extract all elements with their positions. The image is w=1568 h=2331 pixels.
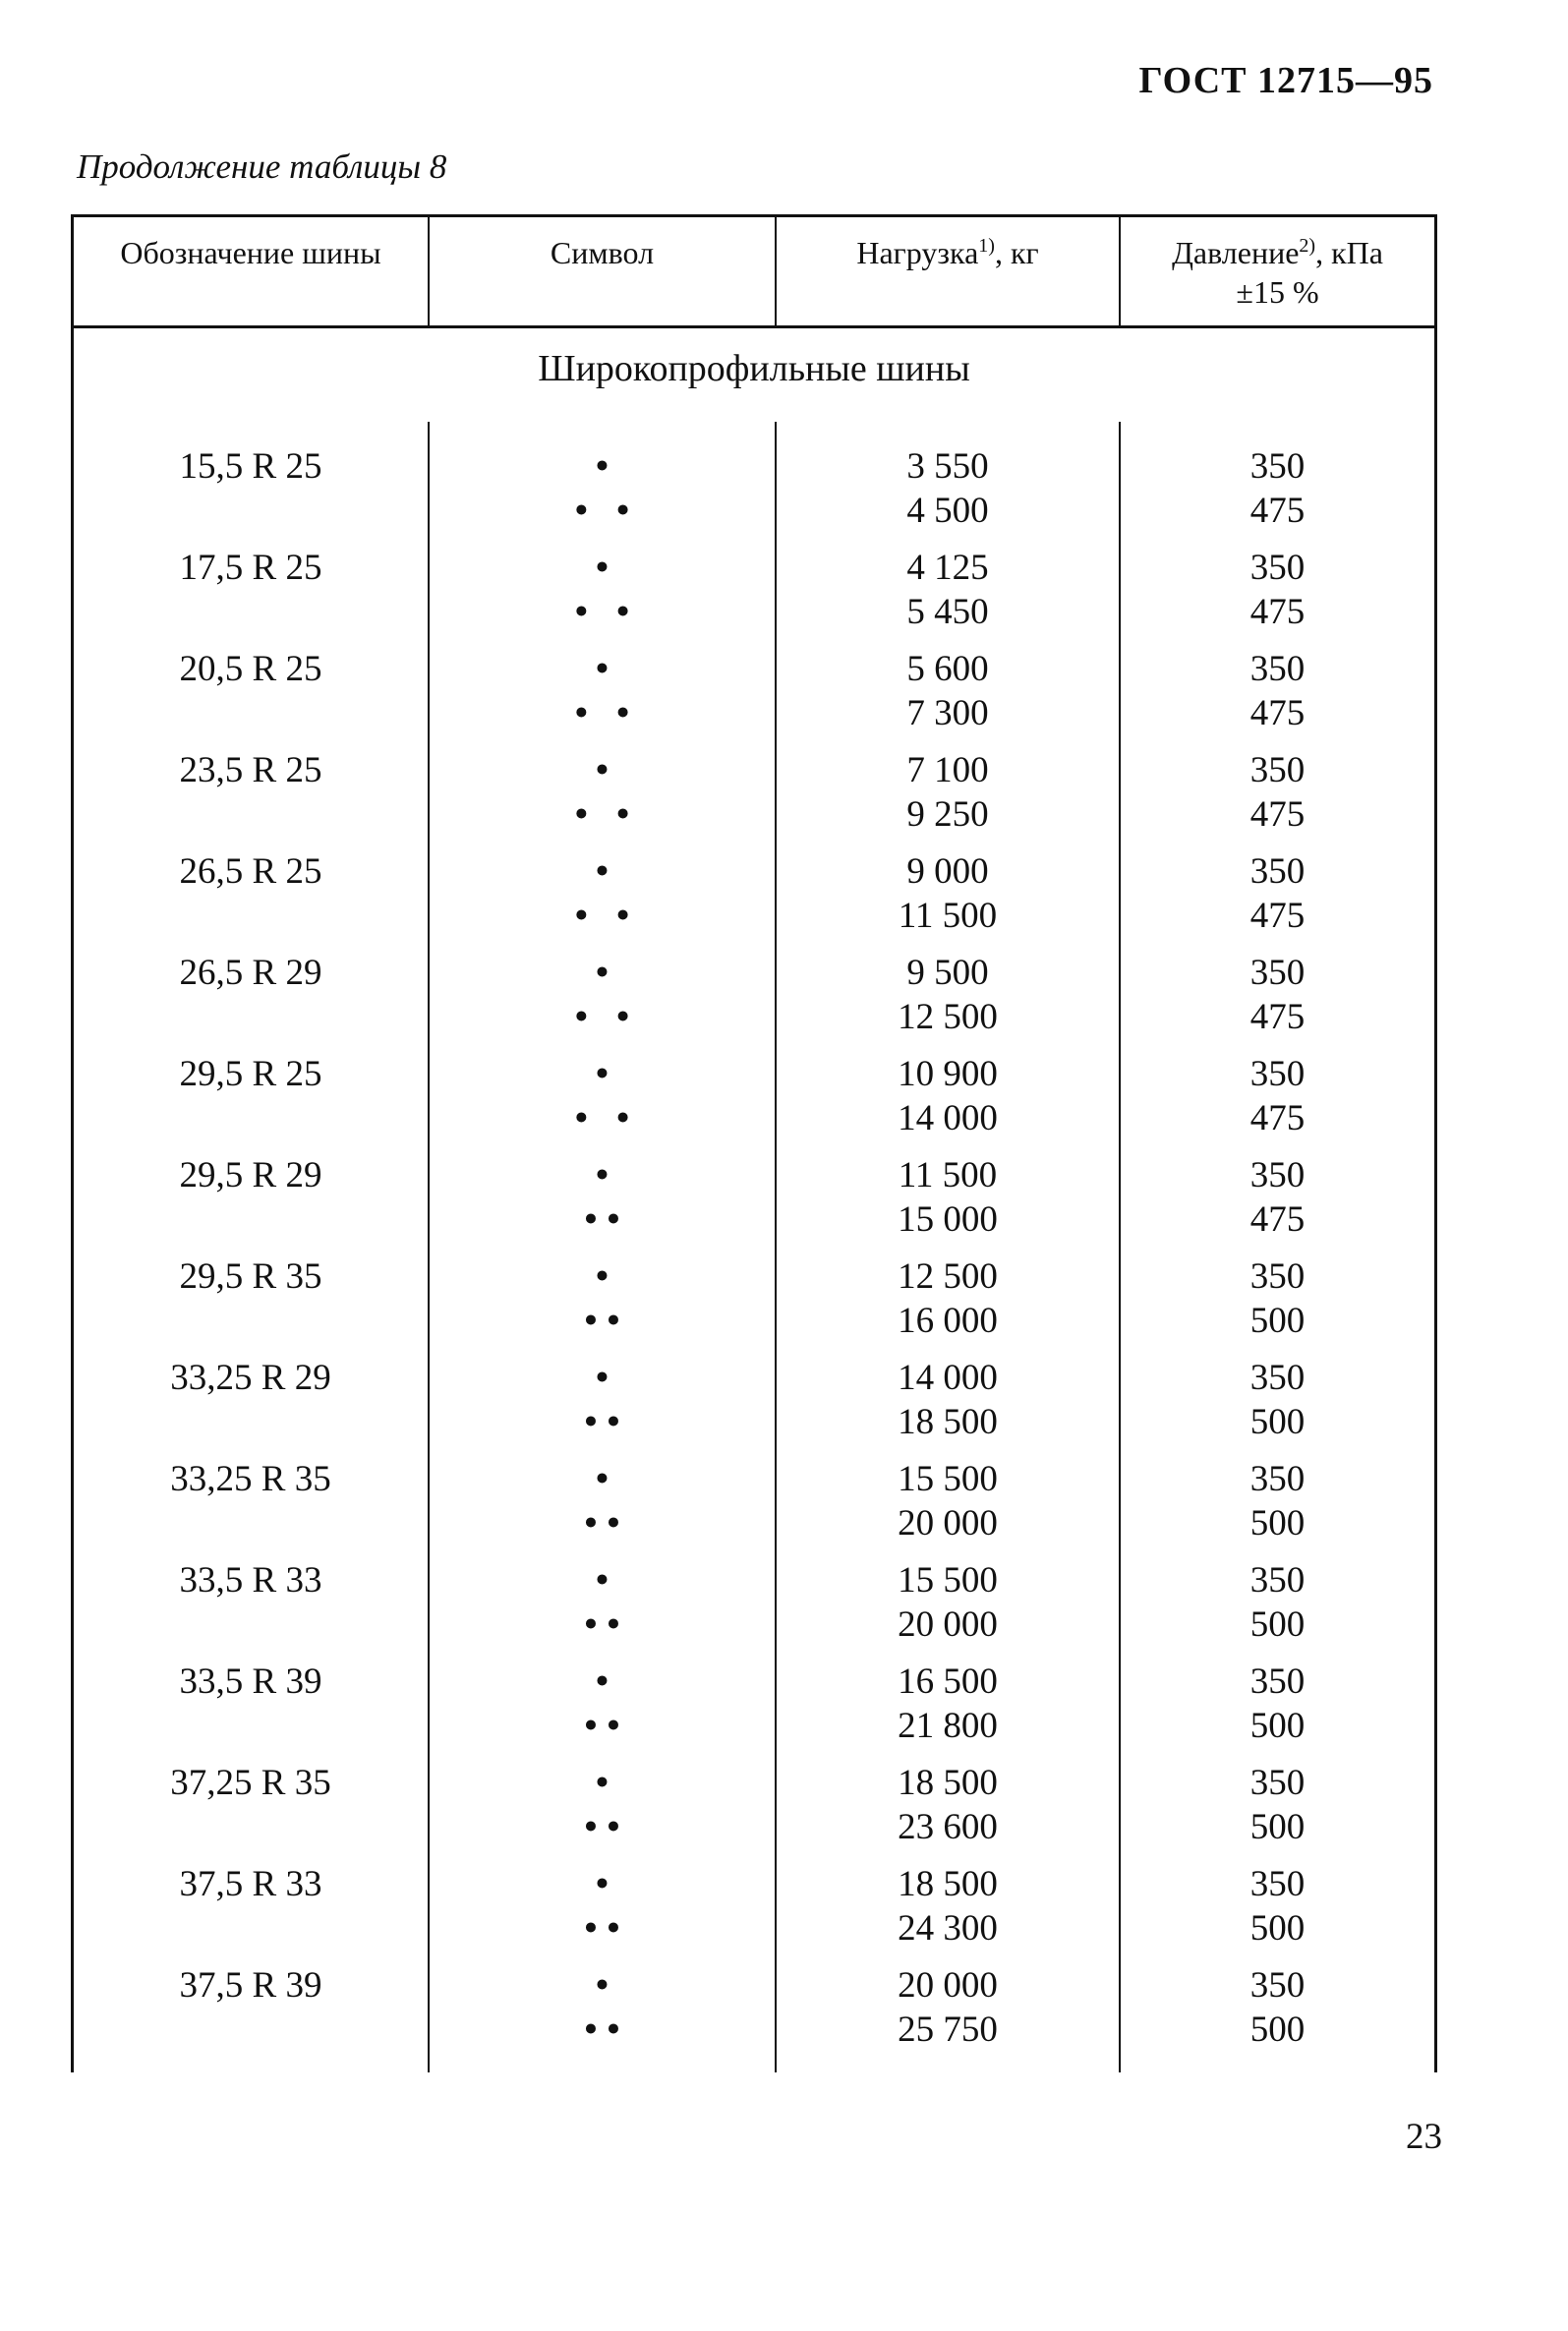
pressure-cell <box>1121 1660 1434 1761</box>
column-header-load <box>775 217 1119 325</box>
tire-designation-cell <box>74 1153 428 1254</box>
pressure-value: 350 <box>1249 1661 1306 1702</box>
pressure-cell <box>1121 647 1434 748</box>
pressure-value: 350 <box>1249 1358 1306 1398</box>
load-value: 4 125 <box>906 548 989 588</box>
pressure-value: 500 <box>1249 1706 1306 1746</box>
tire-designation-cell <box>74 951 428 1052</box>
load-value: 15 500 <box>898 1459 998 1499</box>
column-header-symbol <box>428 217 775 325</box>
load-cell <box>777 546 1119 647</box>
load-value: 3 550 <box>906 446 989 487</box>
pressure-cell <box>1121 1457 1434 1558</box>
footnote-mark: 2) <box>1299 235 1316 257</box>
tire-designation: 37,5 R 39 <box>179 1965 322 2006</box>
pressure-value: 500 <box>1249 1908 1306 1949</box>
pressure-cell <box>1121 951 1434 1052</box>
table-header <box>71 214 1437 328</box>
pressure-value: 350 <box>1249 1459 1306 1499</box>
pressure-value: 350 <box>1249 446 1306 487</box>
tire-designation: 29,5 R 35 <box>179 1256 322 1297</box>
symbol-mark: • • <box>574 693 640 733</box>
pressure-value: 350 <box>1249 851 1306 892</box>
symbol-mark: • <box>596 649 618 689</box>
symbol-mark: • <box>596 953 618 993</box>
load-cell <box>777 1254 1119 1356</box>
symbol-cell <box>430 1862 775 1963</box>
symbol-cell <box>430 1558 775 1660</box>
column-header-label: Нагрузка <box>856 235 979 270</box>
tire-designation: 33,25 R 35 <box>170 1459 331 1499</box>
symbol-mark: •• <box>584 1908 630 1949</box>
pressure-value: 350 <box>1249 1256 1306 1297</box>
pressure-value: 350 <box>1249 1763 1306 1803</box>
pressure-column <box>1119 422 1437 2072</box>
symbol-cell <box>430 1660 775 1761</box>
symbol-mark: • • <box>574 794 640 835</box>
load-cell <box>777 647 1119 748</box>
symbol-mark: • <box>596 1965 618 2006</box>
load-value: 20 000 <box>898 1604 998 1645</box>
column-header-unit: , кПа <box>1315 235 1383 270</box>
load-value: 18 500 <box>898 1763 998 1803</box>
pressure-cell <box>1121 1254 1434 1356</box>
load-column <box>775 422 1119 2072</box>
tire-designation: 26,5 R 29 <box>179 953 322 993</box>
symbol-mark: • • <box>574 491 640 531</box>
table-continuation-caption: Продолжение таблицы 8 <box>77 147 447 186</box>
tire-designation-cell <box>74 849 428 951</box>
load-cell <box>777 1356 1119 1457</box>
symbol-mark: •• <box>584 1199 630 1240</box>
pressure-value: 475 <box>1249 997 1306 1037</box>
pressure-value: 350 <box>1249 750 1306 790</box>
column-header-label: Давление <box>1172 235 1300 270</box>
tire-designation-cell <box>74 748 428 849</box>
symbol-mark: • <box>596 1459 618 1499</box>
load-value: 16 500 <box>898 1661 998 1702</box>
column-header-label: Символ <box>550 235 655 270</box>
pressure-cell <box>1121 546 1434 647</box>
pressure-cell <box>1121 748 1434 849</box>
symbol-mark: •• <box>584 1503 630 1544</box>
tire-designation: 26,5 R 25 <box>179 851 322 892</box>
symbol-cell <box>430 849 775 951</box>
symbol-mark: • <box>596 1763 618 1803</box>
symbol-mark: • <box>596 1661 618 1702</box>
tire-designation: 17,5 R 25 <box>179 548 322 588</box>
load-value: 15 000 <box>898 1199 998 1240</box>
load-cell <box>777 1153 1119 1254</box>
tire-designation: 33,5 R 33 <box>179 1560 322 1601</box>
load-value: 4 500 <box>906 491 989 531</box>
pressure-value: 500 <box>1249 1604 1306 1645</box>
load-value: 9 250 <box>906 794 989 835</box>
tire-designation: 33,5 R 39 <box>179 1661 322 1702</box>
symbol-mark: • <box>596 1054 618 1094</box>
tire-designation-cell <box>74 444 428 546</box>
pressure-cell <box>1121 1761 1434 1862</box>
tire-designation: 15,5 R 25 <box>179 446 322 487</box>
load-cell <box>777 1963 1119 2065</box>
symbol-cell <box>430 647 775 748</box>
pressure-cell <box>1121 849 1434 951</box>
tire-designation-cell <box>74 1660 428 1761</box>
symbol-cell <box>430 748 775 849</box>
pressure-value: 500 <box>1249 1301 1306 1341</box>
column-header-unit: , кг <box>994 235 1039 270</box>
pressure-value: 350 <box>1249 548 1306 588</box>
tire-designation-cell <box>74 647 428 748</box>
symbol-mark: •• <box>584 1807 630 1847</box>
symbol-mark: •• <box>584 1706 630 1746</box>
column-header-tire-designation <box>71 217 428 325</box>
load-value: 18 500 <box>898 1402 998 1442</box>
table-body <box>71 422 1437 2072</box>
load-value: 5 450 <box>906 592 989 632</box>
symbol-mark: •• <box>584 1402 630 1442</box>
pressure-value: 350 <box>1249 1864 1306 1904</box>
tire-designation-column <box>71 422 428 2072</box>
document-code: ГОСТ 12715—95 <box>1138 60 1433 101</box>
symbol-mark: •• <box>584 2010 630 2050</box>
symbol-mark: • <box>596 1358 618 1398</box>
load-cell <box>777 1052 1119 1153</box>
symbol-cell <box>430 1761 775 1862</box>
symbol-cell <box>430 1356 775 1457</box>
tire-designation-cell <box>74 1761 428 1862</box>
tire-designation-cell <box>74 1862 428 1963</box>
pressure-value: 350 <box>1249 1560 1306 1601</box>
pressure-tolerance: ±15 % <box>1236 274 1319 310</box>
symbol-mark: • <box>596 1560 618 1601</box>
pressure-value: 350 <box>1249 1155 1306 1195</box>
pressure-value: 500 <box>1249 1807 1306 1847</box>
symbol-cell <box>430 951 775 1052</box>
load-value: 12 500 <box>898 997 998 1037</box>
load-value: 5 600 <box>906 649 989 689</box>
load-value: 9 000 <box>906 851 989 892</box>
symbol-mark: • • <box>574 1098 640 1138</box>
load-value: 15 500 <box>898 1560 998 1601</box>
pressure-value: 475 <box>1249 592 1306 632</box>
pressure-value: 350 <box>1249 1054 1306 1094</box>
tire-designation: 23,5 R 25 <box>179 750 322 790</box>
pressure-value: 475 <box>1249 794 1306 835</box>
pressure-cell <box>1121 444 1434 546</box>
load-value: 12 500 <box>898 1256 998 1297</box>
load-cell <box>777 1558 1119 1660</box>
tire-designation-cell <box>74 546 428 647</box>
load-value: 7 100 <box>906 750 989 790</box>
load-cell <box>777 748 1119 849</box>
load-value: 20 000 <box>898 1965 998 2006</box>
symbol-mark: • • <box>574 592 640 632</box>
symbol-mark: • <box>596 750 618 790</box>
pressure-value: 350 <box>1249 649 1306 689</box>
load-value: 16 000 <box>898 1301 998 1341</box>
load-value: 21 800 <box>898 1706 998 1746</box>
pressure-cell <box>1121 1052 1434 1153</box>
tire-designation-cell <box>74 1963 428 2065</box>
pressure-cell <box>1121 1153 1434 1254</box>
load-value: 24 300 <box>898 1908 998 1949</box>
load-cell <box>777 849 1119 951</box>
tire-designation: 37,25 R 35 <box>170 1763 331 1803</box>
load-value: 25 750 <box>898 2010 998 2050</box>
pressure-value: 500 <box>1249 2010 1306 2050</box>
tire-designation-cell <box>74 1052 428 1153</box>
load-value: 7 300 <box>906 693 989 733</box>
load-cell <box>777 951 1119 1052</box>
page-number: 23 <box>1406 2117 1442 2157</box>
symbol-mark: • <box>596 548 618 588</box>
symbol-cell <box>430 1457 775 1558</box>
symbol-cell <box>430 1963 775 2065</box>
symbol-cell <box>430 546 775 647</box>
tire-designation-cell <box>74 1558 428 1660</box>
symbol-cell <box>430 1254 775 1356</box>
tire-designation: 37,5 R 33 <box>179 1864 322 1904</box>
pressure-cell <box>1121 1558 1434 1660</box>
symbol-mark: • <box>596 1256 618 1297</box>
load-value: 23 600 <box>898 1807 998 1847</box>
tire-designation: 33,25 R 29 <box>170 1358 331 1398</box>
pressure-value: 475 <box>1249 1199 1306 1240</box>
column-header-pressure <box>1119 217 1437 325</box>
pressure-cell <box>1121 1356 1434 1457</box>
symbol-cell <box>430 1153 775 1254</box>
pressure-value: 500 <box>1249 1503 1306 1544</box>
symbol-mark: • <box>596 446 618 487</box>
load-cell <box>777 1660 1119 1761</box>
pressure-value: 350 <box>1249 953 1306 993</box>
pressure-value: 475 <box>1249 896 1306 936</box>
symbol-cell <box>430 444 775 546</box>
pressure-value: 500 <box>1249 1402 1306 1442</box>
load-cell <box>777 444 1119 546</box>
section-title: Широкопрофильные шины <box>71 328 1437 422</box>
symbol-mark: • <box>596 1864 618 1904</box>
tire-designation-cell <box>74 1356 428 1457</box>
load-value: 14 000 <box>898 1098 998 1138</box>
load-cell <box>777 1761 1119 1862</box>
pressure-value: 475 <box>1249 693 1306 733</box>
tire-designation: 29,5 R 25 <box>179 1054 322 1094</box>
load-value: 11 500 <box>898 896 998 936</box>
load-value: 14 000 <box>898 1358 998 1398</box>
column-header-label: Обозначение шины <box>120 235 381 270</box>
pressure-cell <box>1121 1963 1434 2065</box>
symbol-column <box>428 422 775 2072</box>
pressure-value: 475 <box>1249 491 1306 531</box>
symbol-mark: • <box>596 1155 618 1195</box>
tire-designation-cell <box>74 1457 428 1558</box>
symbol-mark: • <box>596 851 618 892</box>
pressure-cell <box>1121 1862 1434 1963</box>
load-cell <box>777 1862 1119 1963</box>
pressure-value: 350 <box>1249 1965 1306 2006</box>
load-value: 20 000 <box>898 1503 998 1544</box>
pressure-value: 475 <box>1249 1098 1306 1138</box>
symbol-mark: • • <box>574 997 640 1037</box>
load-cell <box>777 1457 1119 1558</box>
load-value: 9 500 <box>906 953 989 993</box>
tire-designation-cell <box>74 1254 428 1356</box>
symbol-mark: • • <box>574 896 640 936</box>
load-value: 10 900 <box>898 1054 998 1094</box>
tire-designation: 29,5 R 29 <box>179 1155 322 1195</box>
tire-load-table <box>71 214 1437 2072</box>
symbol-cell <box>430 1052 775 1153</box>
load-value: 18 500 <box>898 1864 998 1904</box>
tire-designation: 20,5 R 25 <box>179 649 322 689</box>
load-value: 11 500 <box>898 1155 998 1195</box>
symbol-mark: •• <box>584 1301 630 1341</box>
symbol-mark: •• <box>584 1604 630 1645</box>
footnote-mark: 1) <box>978 235 995 257</box>
